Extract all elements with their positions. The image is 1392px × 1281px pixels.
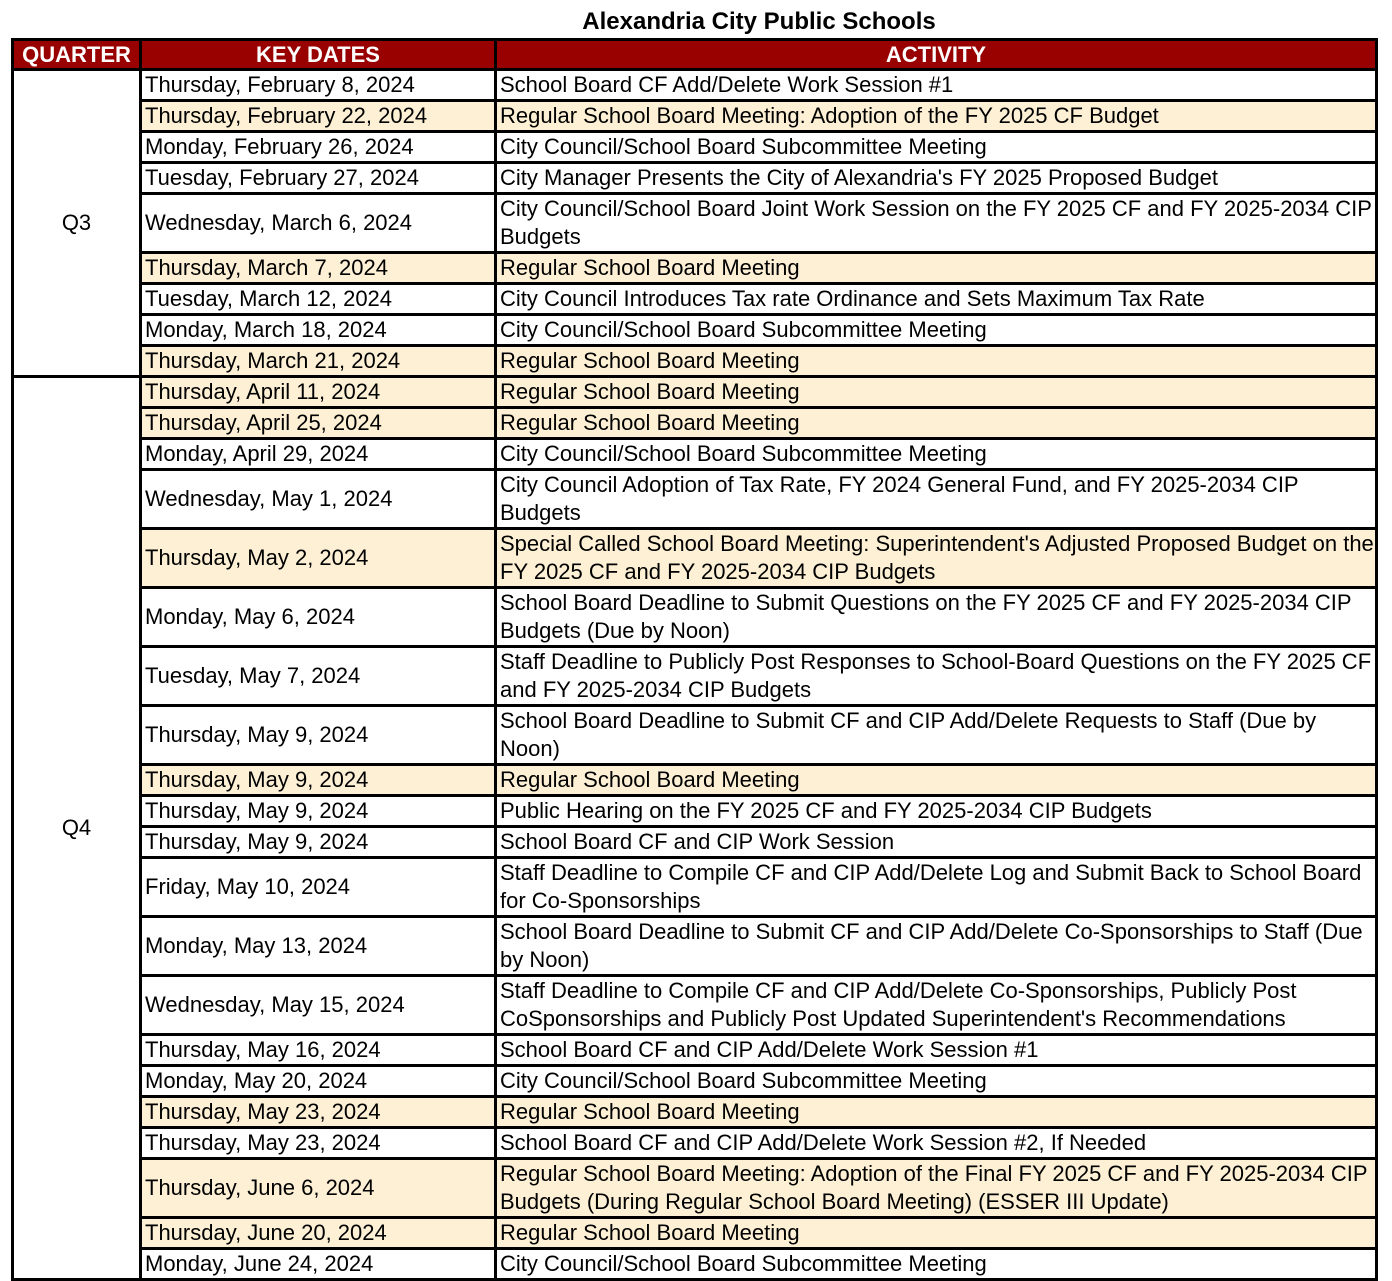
activity-cell: City Council/School Board Subcommittee Meeting <box>496 439 1377 470</box>
key-date-cell: Monday, April 29, 2024 <box>141 439 496 470</box>
activity-cell: School Board Deadline to Submit Questions on the FY 2025 CF and FY 2025-2034 CIP Budgets (Due by Noon) <box>496 588 1377 647</box>
activity-cell: Regular School Board Meeting <box>496 765 1377 796</box>
table-row <box>13 1097 1377 1128</box>
table-row <box>13 796 1377 827</box>
key-date-cell: Tuesday, February 27, 2024 <box>141 163 496 194</box>
key-date-cell: Monday, June 24, 2024 <box>141 1249 496 1280</box>
key-date-cell: Wednesday, March 6, 2024 <box>141 194 496 253</box>
key-date-cell: Monday, May 13, 2024 <box>141 917 496 976</box>
key-date-cell: Thursday, February 22, 2024 <box>141 101 496 132</box>
table-row <box>13 827 1377 858</box>
table-row <box>13 132 1377 163</box>
table-row <box>13 70 1377 101</box>
key-date-cell: Thursday, May 23, 2024 <box>141 1097 496 1128</box>
key-date-cell: Thursday, June 6, 2024 <box>141 1159 496 1218</box>
activity-cell: Regular School Board Meeting <box>496 346 1377 377</box>
key-date-cell: Thursday, May 16, 2024 <box>141 1035 496 1066</box>
activity-cell: Regular School Board Meeting <box>496 253 1377 284</box>
table-row <box>13 194 1377 253</box>
table-row <box>13 253 1377 284</box>
activity-cell: School Board CF and CIP Add/Delete Work Session #2, If Needed <box>496 1128 1377 1159</box>
activity-cell: City Council/School Board Subcommittee Meeting <box>496 315 1377 346</box>
table-row <box>13 1035 1377 1066</box>
key-date-cell: Thursday, May 23, 2024 <box>141 1128 496 1159</box>
quarter-header: QUARTER <box>13 40 141 70</box>
activity-cell: School Board CF and CIP Add/Delete Work Session #1 <box>496 1035 1377 1066</box>
table-row <box>13 101 1377 132</box>
table-row <box>13 377 1377 408</box>
key-date-cell: Wednesday, May 1, 2024 <box>141 470 496 529</box>
key-date-cell: Monday, May 20, 2024 <box>141 1066 496 1097</box>
activity-cell: School Board CF Add/Delete Work Session #1 <box>496 70 1377 101</box>
table-row <box>13 315 1377 346</box>
activity-cell: City Council/School Board Subcommittee Meeting <box>496 1249 1377 1280</box>
header-row <box>13 40 1377 70</box>
table-row <box>13 163 1377 194</box>
key-dates-header: KEY DATES <box>141 40 496 70</box>
key-date-cell: Thursday, March 7, 2024 <box>141 253 496 284</box>
table-row <box>13 706 1377 765</box>
table-row <box>13 284 1377 315</box>
key-date-cell: Thursday, April 25, 2024 <box>141 408 496 439</box>
activity-cell: Staff Deadline to Publicly Post Responses to School-Board Questions on the FY 2025 CF and FY 2025-2034 CIP Budgets <box>496 647 1377 706</box>
table-row <box>13 1159 1377 1218</box>
key-date-cell: Wednesday, May 15, 2024 <box>141 976 496 1035</box>
table-row <box>13 439 1377 470</box>
table-row <box>13 470 1377 529</box>
key-date-cell: Monday, March 18, 2024 <box>141 315 496 346</box>
activity-cell: City Manager Presents the City of Alexandria's FY 2025 Proposed Budget <box>496 163 1377 194</box>
activity-cell: Regular School Board Meeting <box>496 1218 1377 1249</box>
activity-cell: Regular School Board Meeting <box>496 408 1377 439</box>
key-date-cell: Monday, February 26, 2024 <box>141 132 496 163</box>
key-date-cell: Thursday, May 2, 2024 <box>141 529 496 588</box>
quarter-cell: Q3 <box>13 70 141 377</box>
activity-cell: Regular School Board Meeting: Adoption of the Final FY 2025 CF and FY 2025-2034 CIP Budgets (During Regular School Board Meeting) (ESSER III Update) <box>496 1159 1377 1218</box>
table-row <box>13 1128 1377 1159</box>
activity-cell: Regular School Board Meeting: Adoption of the FY 2025 CF Budget <box>496 101 1377 132</box>
activity-cell: City Council Adoption of Tax Rate, FY 2024 General Fund, and FY 2025-2034 CIP Budgets <box>496 470 1377 529</box>
key-date-cell: Thursday, June 20, 2024 <box>141 1218 496 1249</box>
key-date-cell: Thursday, May 9, 2024 <box>141 706 496 765</box>
key-date-cell: Thursday, May 9, 2024 <box>141 827 496 858</box>
page-title: Alexandria City Public Schools <box>582 8 936 35</box>
activity-cell: Regular School Board Meeting <box>496 1097 1377 1128</box>
table-row <box>13 858 1377 917</box>
table-row <box>13 917 1377 976</box>
table-row <box>13 346 1377 377</box>
activity-cell: City Council/School Board Subcommittee Meeting <box>496 132 1377 163</box>
activity-header: ACTIVITY <box>496 40 1377 70</box>
activity-cell: Regular School Board Meeting <box>496 377 1377 408</box>
key-date-cell: Friday, May 10, 2024 <box>141 858 496 917</box>
activity-cell: School Board CF and CIP Work Session <box>496 827 1377 858</box>
schedule-body <box>13 70 1377 1280</box>
quarter-cell: Q4 <box>13 377 141 1280</box>
table-row <box>13 1218 1377 1249</box>
schedule-table <box>11 38 1378 1281</box>
key-date-cell: Tuesday, March 12, 2024 <box>141 284 496 315</box>
table-row <box>13 647 1377 706</box>
activity-cell: City Council/School Board Joint Work Session on the FY 2025 CF and FY 2025-2034 CIP Budgets <box>496 194 1377 253</box>
activity-cell: City Council Introduces Tax rate Ordinance and Sets Maximum Tax Rate <box>496 284 1377 315</box>
activity-cell: City Council/School Board Subcommittee Meeting <box>496 1066 1377 1097</box>
key-date-cell: Thursday, March 21, 2024 <box>141 346 496 377</box>
activity-cell: School Board Deadline to Submit CF and CIP Add/Delete Co-Sponsorships to Staff (Due by Noon) <box>496 917 1377 976</box>
table-row <box>13 1249 1377 1280</box>
key-date-cell: Thursday, May 9, 2024 <box>141 796 496 827</box>
table-row <box>13 588 1377 647</box>
key-date-cell: Thursday, May 9, 2024 <box>141 765 496 796</box>
activity-cell: School Board Deadline to Submit CF and CIP Add/Delete Requests to Staff (Due by Noon) <box>496 706 1377 765</box>
table-row <box>13 1066 1377 1097</box>
activity-cell: Public Hearing on the FY 2025 CF and FY 2025-2034 CIP Budgets <box>496 796 1377 827</box>
table-row <box>13 976 1377 1035</box>
activity-cell: Staff Deadline to Compile CF and CIP Add/Delete Co-Sponsorships, Publicly Post CoSponsorships and Publicly Post Updated Superintendent's Recommendations <box>496 976 1377 1035</box>
table-row <box>13 765 1377 796</box>
table-row <box>13 408 1377 439</box>
activity-cell: Staff Deadline to Compile CF and CIP Add/Delete Log and Submit Back to School Board for Co-Sponsorships <box>496 858 1377 917</box>
key-date-cell: Thursday, February 8, 2024 <box>141 70 496 101</box>
key-date-cell: Thursday, April 11, 2024 <box>141 377 496 408</box>
key-date-cell: Monday, May 6, 2024 <box>141 588 496 647</box>
key-date-cell: Tuesday, May 7, 2024 <box>141 647 496 706</box>
table-row <box>13 529 1377 588</box>
activity-cell: Special Called School Board Meeting: Superintendent's Adjusted Proposed Budget on the FY 2025 CF and FY 2025-2034 CIP Budgets <box>496 529 1377 588</box>
